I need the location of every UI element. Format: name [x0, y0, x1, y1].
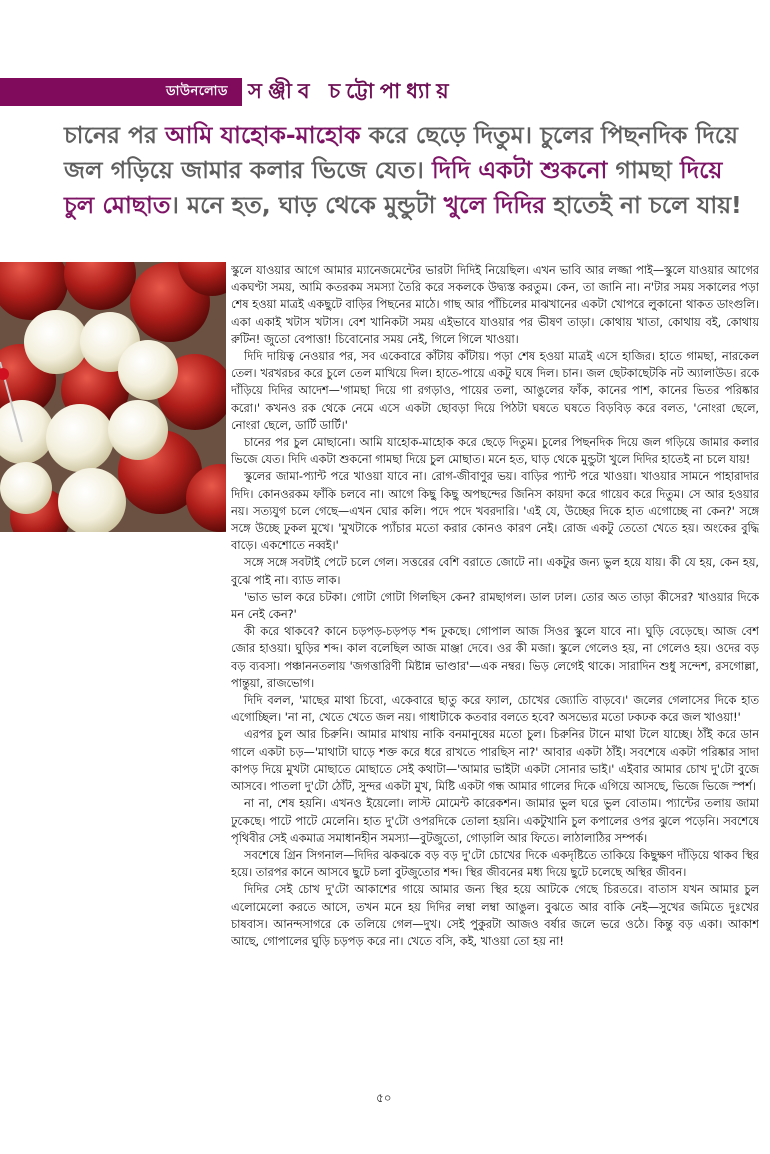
article-paragraph: সবশেষে গ্রিন সিগনাল—দিদির ঝকঝকে বড় বড় দু'টো চোখের দিকে একদৃষ্টিতে তাকিয়ে কিছুক্ষণ দাঁড়িয়ে থাকব স্থির হয়ে। তারপর কানে আসবে ছুটে চলা বুটজুতোর শব্দ। স্থির জীবনের মধ্য দিয়ে ছুটে চলেছে অস্থির জীবন।	[231, 848, 759, 880]
article-paragraph: চানের পর চুল মোছানো। আমি যাহোক-মাহোক করে ছেড়ে দিতুম। চুলের পিছনদিক দিয়ে জল গড়িয়ে জামার কলার ভিজে যেত। দিদি একটা শুকনো গামছা দিয়ে চুল মোছাত। মনে হত, ঘাড় থেকে মুন্ডুটা খুলে দিদির হাতেই না চলে যায়!	[231, 436, 759, 467]
article-paragraph: সঙ্গে সঙ্গে সবটাই পেটে চলে গেল। সত্তরের বেশি বরাতে জোটে না। একটুর জন্য ভুল হয়ে যায়। কী যে হয়, কেন হয়, বুঝে পাই না। ব্যাড লাক।	[231, 556, 759, 587]
pull-quote-text: গামছা	[607, 156, 681, 184]
author-name: সঞ্জীব চট্টোপাধ্যায়	[248, 79, 455, 103]
pull-quote	[64, 118, 754, 223]
article-paragraph: কী করে থাকবে? কানে চড়পড়-চড়পড় শব্দ ঢুকছে। গোপাল আজ সিওর স্কুলে যাবে না। ঘুড়ি বেড়েছে। আজ বেশ জোর হাওয়া। ঘুড়ির শব্দ। কাল বলেছিল আজ মাঞ্জা দেবে। ওর কী মজা। স্কুলে গেলেও হয়, না গেলেও হয়। ওদের বড় বড় ব্যবসা। পঞ্চাননতলায় 'জগত্তারিণী মিষ্টান্ন ভাণ্ডার'—এক নম্বর। ভিড় লেগেই থাকে। সারাদিন শুধু সন্দেশ, রসগোল্লা, পান্তুয়া, রাজভোগ।	[231, 625, 759, 690]
article-paragraph: 'ভাত ভাল করে চটকা। গোটা গোটা গিলছিস কেন? রামছাগল। ডাল ঢাল। তোর অত তাড়া কীসের? খাওয়ার দিকে মন নেই কেন?'	[231, 590, 759, 622]
section-header-bar	[0, 78, 242, 106]
pull-quote-highlight: দিদি একটা শুকনো	[431, 156, 608, 184]
article-paragraph: দিদি বলল, 'মাছের মাথা চিবো, একেবারে ছাতু করে ফ্যাল, চোখের জ্যোতি বাড়বে।' জলের গেলাসের দিকে হাত এগোচ্ছিল। 'না না, খেতে খেতে জল নয়। গাধাটাকে কতবার বলতে হবে? অসভ্যের মতো ঢকঢক করে জল খাওয়া!'	[231, 694, 759, 725]
article-paragraph: স্কুলে যাওয়ার আগে আমার ম্যানেজমেন্টের ভারটা দিদিই নিয়েছিল। এখন ভাবি আর লজ্জা পাই—স্কুলে যাওয়ার আগের একঘণ্টা সময়, আমি কতরকম সমস্যা তৈরি করে সকলকে উদ্ব্যস্ত করতুম। কেন, তা জানি না। ন'টার সময় সকালের পড়া শেষ হওয়া মাত্রই একছুটে বাড়ির পিছনের মাঠে। গাছ আর পাঁচিলের মাঝখানের একটা খোপরে লুকানো থাকত ডাংগুলি। একা একাই খটাস খটাস। বেশ খানিকটা সময় এইভাবে যাওয়ার পর ভীষণ তাড়া। কোথায় খাতা, কোথায় বই, কোথায় রুটিন! জুতো বেপাত্তা! চিবোনোর সময় নেই, গিলে গিলে খাওয়া।	[231, 264, 759, 346]
pull-quote-text: করে ছেড়ে দিতুম। চুলের পিছনদিক দিয়ে জল গড়িয়ে জামার কলার ভিজে যেত।	[64, 121, 738, 184]
page-number: ৫০	[376, 1091, 392, 1105]
article-body	[231, 262, 759, 1077]
section-label: ডাউনলোড	[166, 84, 228, 99]
sweets-illustration	[0, 262, 226, 532]
article-paragraph: স্কুলের জামা-প্যান্ট পরে খাওয়া যাবে না। রোগ-জীবাণুর ভয়। বাড়ির প্যান্ট পরে খাওয়া। খাওয়ার সামনে পাহারাদার দিদি। কোনওরকম ফাঁকি চলবে না। আগে কিছু কিছু অপছন্দের জিনিস কায়দা করে গায়েব করে দিতুম। সে আর হওয়ার নয়। সত্যযুগ চলে গেছে—এখন ঘোর কলি। পদে পদে খবরদারি। 'এই যে, উচ্ছের দিকে হাত এগোচ্ছে না কেন?' সঙ্গে সঙ্গে উচ্ছে ঢুকল মুখে। 'মুখটাকে প্যাঁচার মতো করার কোনও কারণ নেই। রোজ একটু তেতো খেতে হয়। অংকের বুদ্ধি বাড়ে। একশোতে নব্বই।'	[231, 470, 759, 553]
pull-quote-text: চানের পর	[64, 121, 166, 149]
pull-quote-highlight: খুলে দিদির	[443, 191, 546, 219]
pull-quote-text: । মনে হত, ঘাড় থেকে মুন্ডুটা	[170, 191, 444, 219]
article-paragraph: দিদি দায়িত্ব নেওয়ার পর, সব একেবারে কাঁটায় কাঁটায়। পড়া শেষ হওয়া মাত্রই এসে হাজির। হাতে গামছা, নারকেল তেল। খরখরচর করে চুলে তেল মাখিয়ে দিল। হাতে-পায়ে একটু ঘষে দিল। চান। জল ছেটকাছেটকি নট অ্যালাউড। রকে দাঁড়িয়ে দিদির আদেশ—'গামছা দিয়ে গা রগড়াও, পায়ের তলা, আঙুলের ফাঁক, কানের পাশ, কানের ভিতর পরিষ্কার করো।' কখনও রক থেকে নেমে এসে একটা ছোবড়া দিয়ে পিঠটা ঘষতে ঘষতে বিড়বিড় করে বলত, 'নোংরা ছেলে, নোংরা ছেলে, ডার্টি ডার্টি।'	[231, 350, 759, 432]
pull-quote-highlight: আমি যাহোক-মাহোক	[165, 121, 361, 149]
pull-quote-text: হাতেই না চলে যায়!	[545, 191, 742, 219]
article-paragraph: দিদির সেই চোখ দু'টো আকাশের গায়ে আমার জন্য স্থির হয়ে আটকে গেছে চিরতরে। বাতাস যখন আমার চুল এলোমেলো করতে আসে, তখন মনে হয় দিদির লম্বা লম্বা আঙুল। বুঝতে আর বাকি নেই—সুখের জমিতে দুঃখের চাষবাস। আনন্দসাগরে কে তলিয়ে গেল—দুখ। সেই পুকুরটা আজও বর্ষার জলে ভরে ওঠে। কিন্তু বড় একা। আকাশ আছে, গোপালের ঘুড়ি চড়পড় করে না। খেতে বসি, কই, খাওয়া তো হয় না!	[231, 883, 759, 948]
pull-quote-highlight: দিয়ে চুল মোছাত	[64, 156, 723, 219]
article-paragraph: না না, শেষ হয়নি। এখনও ইয়েলো। লাস্ট মোমেন্ট কারেকশন। জামার ভুল ঘরে ভুল বোতাম। প্যান্টের তলায় জামা ঢুকেছে। পাটে পাটে মেলেনি। হাত দু'টো ওপরদিকে তোলা হয়নি। একটুখানি চুল কপালের ওপর ঝুলে পড়েনি। সবশেষে পৃথিবীর সেই একমাত্র সমাধানহীন সমস্যা—বুটজুতো, গোড়ালি আর ফিতে। লাঠালাঠির সম্পর্ক।	[231, 797, 759, 845]
article-paragraph: এরপর চুল আর চিরুনি। আমার মাথায় নাকি বনমানুষের মতো চুল। চিরুনির টানে মাথা টলে যাচ্ছে। ঠাঁই করে ডান গালে একটা চড়—'মাথাটা ঘাড়ে শক্ত করে ধরে রাখতে পারছিস না?' আবার একটা ঠাঁই। সবশেষে একটা পরিষ্কার সাদা কাপড় দিয়ে মুখটা মোছাতে মোছাতে সেই কথাটা—'আমার ভাইটা একটা সোনার ভাই।' এইবার আমার চোখ দু'টো বুজে আসবে। পাতলা দু'টো ঠোঁট, সুন্দর একটা মুখ, মিষ্টি একটা গন্ধ আমার গালের দিকে এগিয়ে আসছে, ভিজে ভিজে স্পর্শ।	[231, 728, 759, 794]
sweets-photo	[0, 262, 226, 532]
